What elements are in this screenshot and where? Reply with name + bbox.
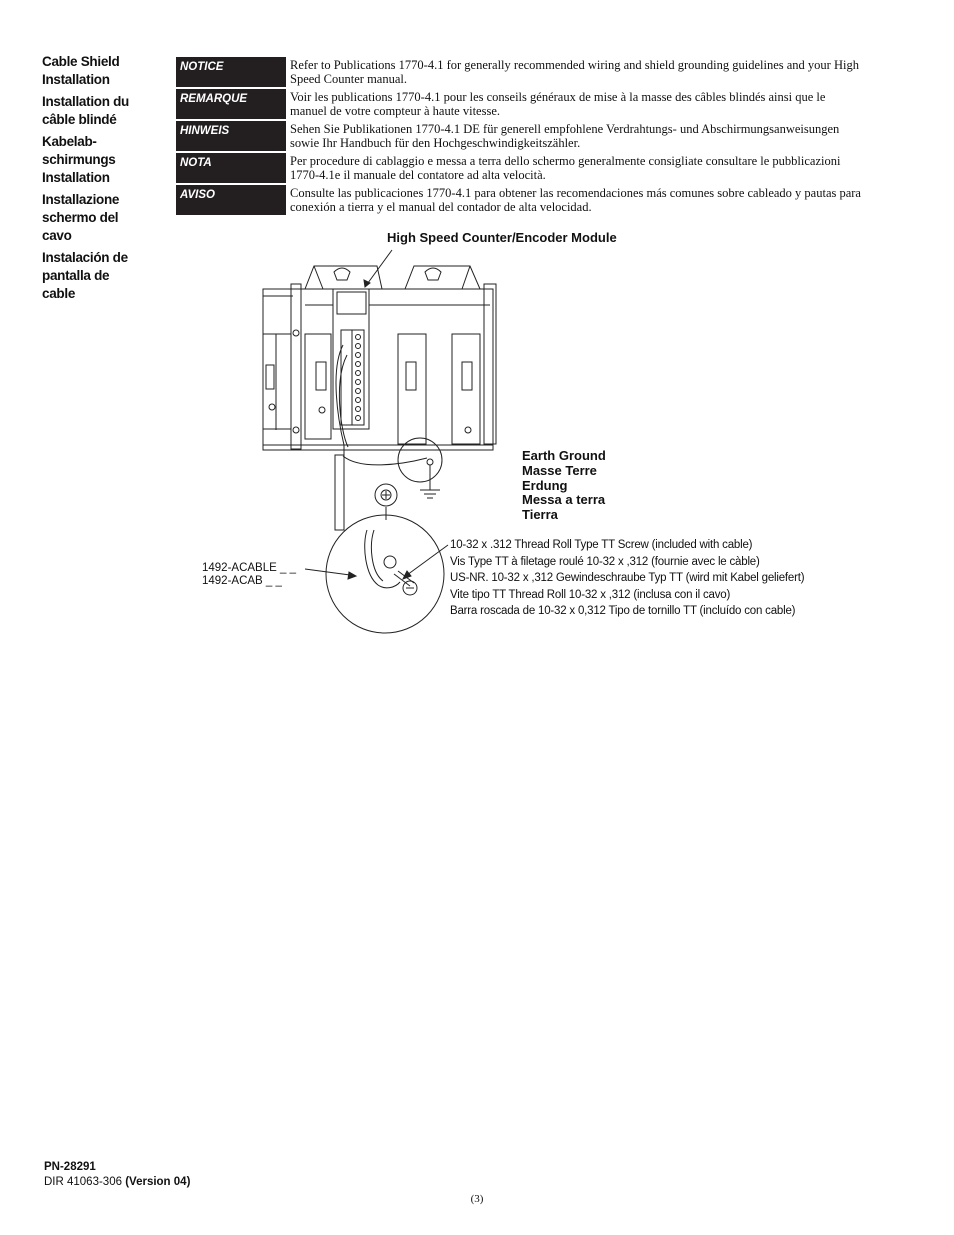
screw-label: Vis Type TT à filetage roulé 10-32 x ,312 (fournie avec le càble) (450, 555, 760, 568)
notice-line: Per procedure di cablaggio e messa a terra dello schermo generalmente consigliate consultare le pubblicazioni (290, 154, 841, 168)
part-number: PN-28291 (44, 1161, 96, 1173)
heading-line: câble blindé (42, 112, 117, 127)
heading-line: Installation (42, 72, 110, 87)
heading-line: pantalla de (42, 268, 110, 283)
heading-line: Kabelab- (42, 134, 97, 149)
mounting-hole-icon (293, 427, 299, 433)
notice-tag: NOTICE (176, 57, 286, 87)
end-cap (484, 284, 496, 444)
heading-line: Cable Shield (42, 54, 120, 69)
heading-line: schirmungs (42, 152, 116, 167)
earth-ground-label: Earth Ground (522, 448, 606, 463)
heading-line: cable (42, 286, 76, 301)
earth-ground-label: Masse Terre (522, 462, 597, 478)
screw-labels (450, 537, 804, 620)
notice-line: Sehen Sie Publikationen 1770-4.1 DE für generell empfohlene Verdrahtungs- und Abschirmungsanweisungen (290, 122, 840, 136)
title-leader-line (365, 250, 392, 287)
notice-line: manuel de votre compteur à haute vitesse. (290, 104, 500, 118)
notice-line: Speed Counter manual. (290, 72, 407, 86)
screw-label: US-NR. 10-32 x ,312 Gewindeschraube Typ TT (wird mit Kabel geliefert) (450, 572, 805, 584)
version-label: (Version 04) (125, 1176, 191, 1188)
keyhole-icon (334, 268, 350, 280)
mounting-hole-icon (293, 330, 299, 336)
earth-ground-label: Messa a terra (522, 492, 606, 508)
page-number: (3) (470, 1193, 484, 1205)
mounting-hole-icon (319, 407, 325, 413)
mounting-hole-icon (269, 404, 275, 410)
heading-line: cavo (42, 228, 72, 243)
notice-line: conexión a tierra y el manual del contador de alta velocidad. (290, 200, 592, 214)
cable-labels (202, 562, 296, 588)
screw-label: 10-32 x .312 Thread Roll Type TT Screw (included with cable) (450, 539, 753, 551)
notice-line: sowie Ihr Handbuch für den Hochgeschwindigkeitszähler. (290, 136, 581, 150)
keyhole-icon (425, 268, 441, 280)
cable-sleeve (335, 455, 344, 530)
cable-label: 1492-ACAB _ _ (202, 575, 282, 587)
notice-line: 1770-4.1e il manuale del contatore ad alta velocità. (290, 168, 546, 182)
earth-ground-labels (522, 449, 606, 523)
figure-title: High Speed Counter/Encoder Module (387, 230, 617, 245)
notice-line: Voir les publications 1770-4.1 pour les conseils généraux de mise à la masse des câbles blindés ainsi que le (290, 90, 826, 104)
notice-tag: HINWEIS (176, 121, 286, 151)
cable-label: 1492-ACABLE _ _ (202, 562, 296, 574)
document-id: DIR 41063-306 (44, 1176, 122, 1188)
left-module (291, 284, 301, 449)
heading-line: Installazione (42, 192, 120, 207)
heading-line: Installation (42, 170, 110, 185)
notice-tag: NOTA (176, 153, 286, 183)
heading-line: Installation du (42, 94, 130, 109)
chassis-top-outline (297, 266, 493, 289)
chassis-frame (263, 289, 493, 450)
cable-leader-line (305, 569, 350, 575)
heading-line: schermo del (42, 210, 119, 225)
notice-tag: REMARQUE (176, 89, 286, 119)
notice-tag: AVISO (176, 185, 286, 215)
notice-line: Refer to Publications 1770-4.1 for generally recommended wiring and shield grounding guidelines and your High (290, 58, 859, 72)
earth-ground-label: Erdung (522, 477, 568, 493)
screw-label: Vite tipo TT Thread Roll 10-32 x ,312 (inclusa con il cavo) (450, 588, 731, 601)
earth-ground-label: Tierra (522, 507, 558, 523)
heading-line: Instalación de (42, 250, 128, 265)
screw-label: Barra roscada de 10-32 x 0,312 Tipo de tornillo TT (incluído con cable) (450, 605, 796, 617)
notice-line: Consulte las publicaciones 1770-4.1 para obtener las recomendaciones más comunes sobre cableado y pautas para (290, 186, 861, 200)
footer (44, 1160, 190, 1190)
mounting-hole-icon (465, 427, 471, 433)
